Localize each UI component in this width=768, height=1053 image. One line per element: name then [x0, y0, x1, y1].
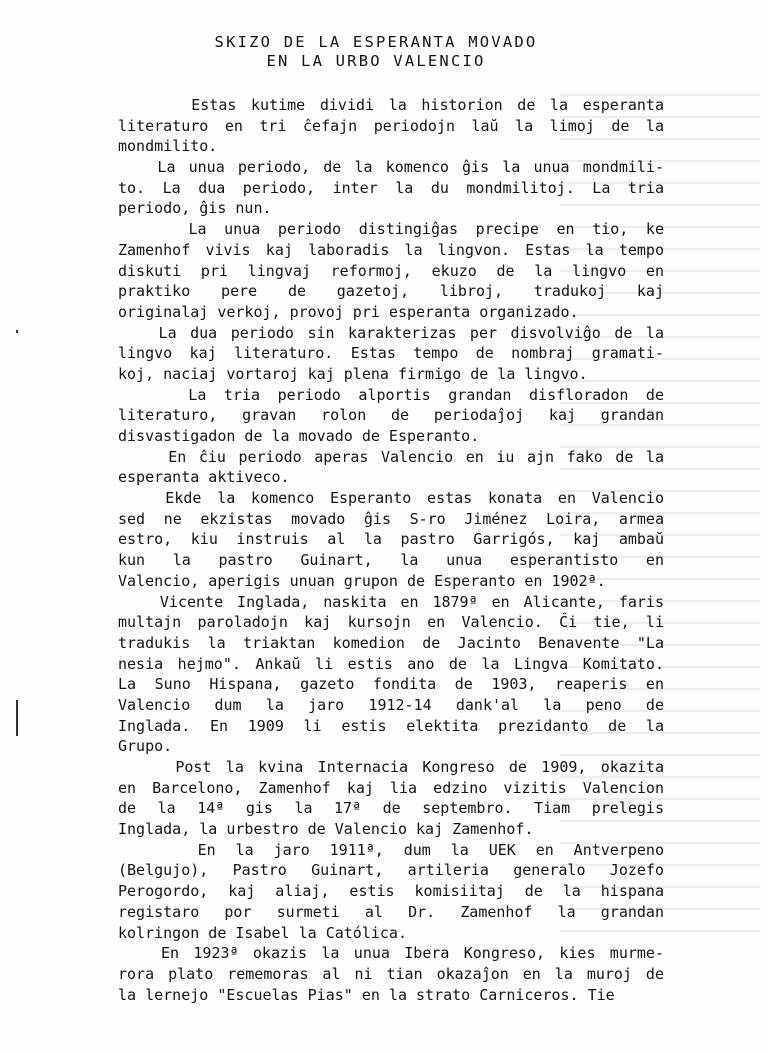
text-line: estro, kiu instruis al la pastro Garrigós, kaj ambaŭ	[118, 530, 664, 549]
text-line: esperanta aktiveco.	[118, 468, 290, 487]
text-line: En la jaro 1911ª, dum la UEK en Antverpeno	[118, 840, 664, 859]
paragraph	[118, 95, 664, 157]
text-line: Valencio dum la jaro 1912-14 dank'al la peno de	[118, 695, 664, 714]
text-line: Inglada, la urbestro de Valencio kaj Zamenhof.	[118, 820, 534, 839]
text-line: lingvo kaj literaturo. Estas tempo de nombraj gramati-	[118, 344, 664, 363]
text-line: En 1923ª okazis la unua Ibera Kongreso, kies murme-	[118, 944, 664, 963]
text-line: en Barcelono, Zamenhof kaj lia edzino vizitis Valencion	[118, 778, 664, 797]
paragraph	[118, 592, 664, 758]
text-line: Ekde la komenco Esperanto estas konata en Valencio	[118, 489, 664, 508]
text-line: literaturo en tri ĉefajn periodojn laŭ la limoj de la	[118, 116, 664, 135]
text-line: sed ne ekzistas movado ĝis S-ro Jiménez Loira, armea	[118, 509, 664, 528]
text-line: nesia hejmo". Ankaŭ li estis ano de la Lingva Komitato.	[118, 654, 664, 673]
text-line: registaro por surmeti al Dr. Zamenhof la grandan	[118, 902, 664, 921]
text-line: Vicente Inglada, naskita en 1879ª en Alicante, faris	[118, 592, 664, 611]
text-line: tradukis la triaktan komedion de Jacinto Benavente "La	[118, 633, 664, 652]
text-line: (Belgujo), Pastro Guinart, artileria generalo Jozefo	[118, 861, 664, 880]
document-title-line-2: EN LA URBO VALENCIO	[266, 52, 486, 70]
text-line: to. La dua periodo, inter la du mondmilitoj. La tria	[118, 178, 664, 197]
paragraph	[118, 943, 664, 1005]
text-line: Inglada. En 1909 li estis elektita prezidanto de la	[118, 716, 664, 735]
text-line: disvastigadon de la movado de Esperanto.	[118, 427, 480, 445]
text-line: Zamenhof vivis kaj laboradis la lingvon. Estas la tempo	[118, 240, 664, 259]
text-line: koj, naciaj vortaroj kaj plena firmigo de la lingvo.	[118, 364, 588, 383]
text-line: Perogordo, kaj aliaj, estis komisiitaj de la hispana	[118, 882, 664, 901]
paragraph	[118, 323, 664, 385]
text-line: rora plato rememoras al ni tian okazaĵon en la muroj de	[118, 964, 664, 983]
text-line: literaturo, gravan rolon de periodaĵoj kaj grandan	[118, 406, 664, 425]
paragraph	[118, 219, 664, 322]
text-line: La unua periodo distingiĝas precipe en tio, ke	[118, 220, 664, 239]
document-body	[118, 95, 664, 1005]
text-line: kolringon de Isabel la Católica.	[118, 923, 407, 942]
text-line: originalaj verkoj, provoj pri esperanta organizado.	[118, 302, 579, 321]
margin-mark	[16, 700, 18, 736]
text-line: Post la kvina Internacia Kongreso de 1909, okazita	[118, 758, 664, 776]
text-line: La Suno Hispana, gazeto fondita de 1903, reaperis en	[118, 675, 664, 694]
text-line: de la 14ª gis la 17ª de septembro. Tiam prelegis	[118, 799, 664, 818]
text-line: mondmilito.	[118, 137, 218, 156]
text-line: La unua periodo, de la komenco ĝis la unua mondmili-	[118, 158, 664, 177]
paragraph	[118, 757, 664, 840]
text-line: Grupo.	[118, 737, 173, 756]
text-line: kun la pastro Guinart, la unua esperantisto en	[118, 551, 664, 570]
document-title-line-1: SKIZO DE LA ESPERANTA MOVADO	[214, 33, 538, 51]
margin-mark	[16, 330, 18, 333]
text-line: La tria periodo alportis grandan disfloradon de	[118, 385, 664, 404]
paragraph	[118, 385, 664, 447]
text-line: diskuti pri lingvaj reformoj, ekuzo de la lingvo en	[118, 261, 664, 280]
paragraph	[118, 840, 664, 943]
paragraph	[118, 157, 664, 219]
text-line: la lernejo "Escuelas Pias" en la strato Carniceros. Tie	[118, 985, 615, 1004]
paragraph	[118, 488, 664, 591]
text-line: periodo, ĝis nun.	[118, 199, 272, 218]
paragraph	[118, 447, 664, 488]
text-line: praktiko pere de gazetoj, libroj, tradukoj kaj	[118, 282, 664, 301]
text-line: multajn paroladojn kaj kursojn en Valencio. Ĉi tie, li	[118, 613, 664, 632]
text-line: Valencio, aperigis unuan grupon de Esperanto en 1902ª.	[118, 571, 606, 590]
text-line: La dua periodo sin karakterizas per disvolviĝo de la	[118, 323, 664, 342]
text-line: En ĉiu periodo aperas Valencio en iu ajn fako de la	[118, 447, 664, 466]
text-line: Estas kutime dividi la historion de la esperanta	[118, 96, 664, 114]
